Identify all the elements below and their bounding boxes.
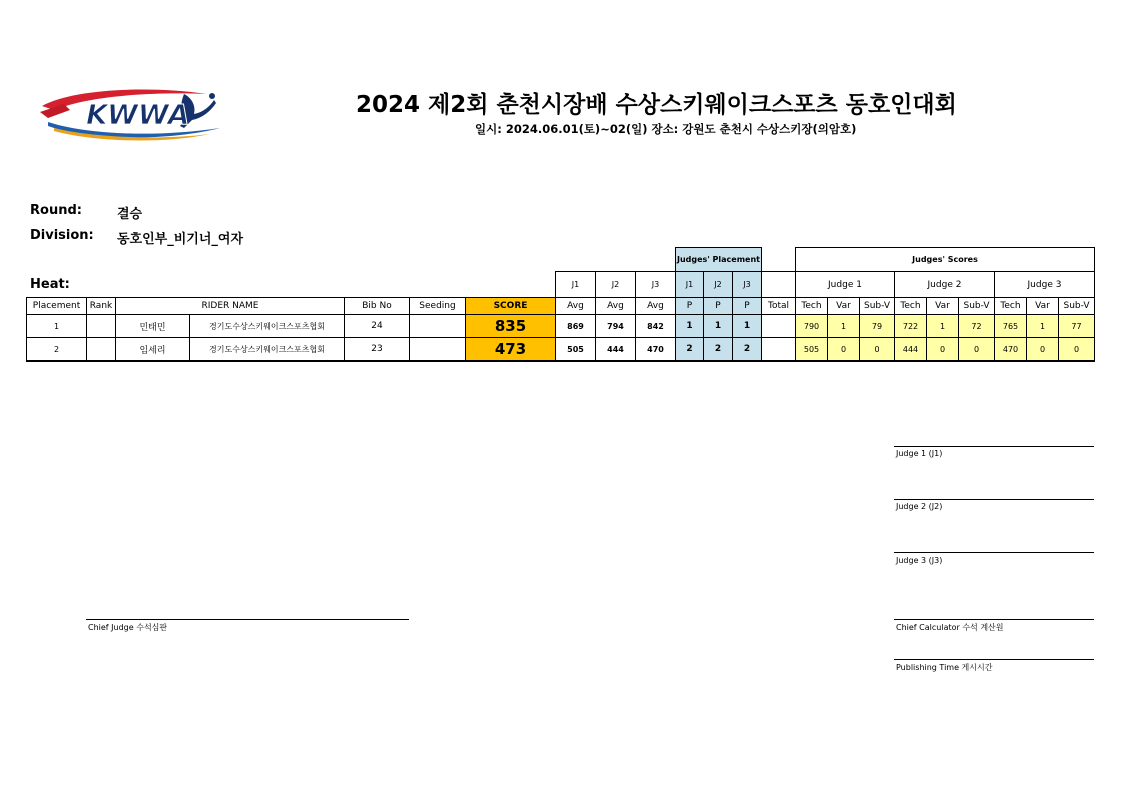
- cell-bib-no: 23: [344, 337, 410, 361]
- cell-avg: 869: [555, 314, 596, 338]
- col-p: P: [675, 297, 704, 315]
- avg-judge-tag: J2: [595, 271, 636, 298]
- col-score: SCORE: [465, 297, 556, 315]
- cell-var: 1: [926, 314, 959, 338]
- cell-rank: [86, 337, 116, 361]
- placement-judge-tag: J3: [732, 271, 762, 298]
- table-bottom-border: [26, 360, 1095, 362]
- col-var: Var: [926, 297, 959, 315]
- cell-tech: 790: [795, 314, 828, 338]
- signature-line-chief-judge: [86, 619, 409, 620]
- col-var: Var: [827, 297, 860, 315]
- col-seeding: Seeding: [409, 297, 466, 315]
- signature-label-judge3: Judge 3 (J3): [896, 556, 943, 565]
- col-total: Total: [761, 297, 796, 315]
- page-title: 2024 제2회 춘천시장배 수상스키웨이크스포츠 동호인대회: [356, 92, 957, 118]
- cell-var: 0: [827, 337, 860, 361]
- logo-text: KWWA: [86, 98, 190, 131]
- cell-tech: 470: [994, 337, 1027, 361]
- cell-club: 경기도수상스키웨이크스포츠협회: [189, 337, 345, 361]
- cell-total: [761, 337, 796, 361]
- cell-subv: 0: [958, 337, 995, 361]
- signature-line-publishing-time: [894, 659, 1094, 660]
- col-rank: Rank: [86, 297, 116, 315]
- signature-label-publishing-time: Publishing Time 게시시간: [896, 663, 993, 672]
- round-label: Round:: [30, 203, 82, 218]
- cell-score: 473: [465, 337, 556, 361]
- cell-avg: 470: [635, 337, 676, 361]
- col-avg: Avg: [635, 297, 676, 315]
- col-tech: Tech: [994, 297, 1027, 315]
- col-subv: Sub-V: [958, 297, 995, 315]
- cell-subv: 0: [1058, 337, 1095, 361]
- signature-line-chief-calculator: [894, 619, 1094, 620]
- cell-subv: 0: [859, 337, 895, 361]
- signature-label-judge1: Judge 1 (J1): [896, 449, 943, 458]
- cell-rider-name: 민태민: [115, 314, 190, 338]
- cell-total: [761, 314, 796, 338]
- placement-judge-tag: J1: [675, 271, 704, 298]
- round-value: 결승: [117, 207, 143, 222]
- division-label: Division:: [30, 228, 94, 243]
- judge-group-header: Judge 1: [795, 271, 895, 298]
- cell-score: 835: [465, 314, 556, 338]
- col-subv: Sub-V: [859, 297, 895, 315]
- cell-seeding: [409, 314, 466, 338]
- judge-group-header: Judge 3: [994, 271, 1095, 298]
- cell-avg: 794: [595, 314, 636, 338]
- cell-judge-placement: 1: [732, 314, 762, 338]
- col-p: P: [732, 297, 762, 315]
- cell-var: 0: [1026, 337, 1059, 361]
- judge-group-header: Judge 2: [894, 271, 995, 298]
- col-avg: Avg: [555, 297, 596, 315]
- cell-judge-placement: 2: [732, 337, 762, 361]
- cell-judge-placement: 2: [675, 337, 704, 361]
- cell-judge-placement: 1: [675, 314, 704, 338]
- cell-seeding: [409, 337, 466, 361]
- col-p: P: [703, 297, 733, 315]
- cell-rank: [86, 314, 116, 338]
- cell-var: 1: [827, 314, 860, 338]
- cell-tech: 722: [894, 314, 927, 338]
- cell-subv: 77: [1058, 314, 1095, 338]
- signature-line-judge1: [894, 446, 1094, 447]
- total-spacer: [761, 271, 796, 298]
- cell-rider-name: 임세리: [115, 337, 190, 361]
- cell-placement: 1: [26, 314, 87, 338]
- heat-label: Heat:: [30, 277, 70, 292]
- cell-avg: 505: [555, 337, 596, 361]
- col-var: Var: [1026, 297, 1059, 315]
- cell-tech: 505: [795, 337, 828, 361]
- cell-bib-no: 24: [344, 314, 410, 338]
- cell-avg: 842: [635, 314, 676, 338]
- cell-var: 1: [1026, 314, 1059, 338]
- cell-judge-placement: 1: [703, 314, 733, 338]
- cell-avg: 444: [595, 337, 636, 361]
- judges-scores-header: Judges' Scores: [795, 247, 1095, 272]
- cell-judge-placement: 2: [703, 337, 733, 361]
- avg-judge-tag: J3: [635, 271, 676, 298]
- cell-placement: 2: [26, 337, 87, 361]
- col-tech: Tech: [894, 297, 927, 315]
- col-tech: Tech: [795, 297, 828, 315]
- cell-club: 경기도수상스키웨이크스포츠협회: [189, 314, 345, 338]
- division-value: 동호인부_비기너_여자: [117, 232, 244, 247]
- signature-label-chief-judge: Chief Judge 수석심판: [88, 623, 168, 632]
- signature-label-chief-calculator: Chief Calculator 수석 계산원: [896, 623, 1004, 632]
- placement-judge-tag: J2: [703, 271, 733, 298]
- col-rider-name: RIDER NAME: [115, 297, 345, 315]
- cell-subv: 79: [859, 314, 895, 338]
- col-subv: Sub-V: [1058, 297, 1095, 315]
- judges-placement-header: Judges' Placement: [675, 247, 762, 272]
- signature-line-judge2: [894, 499, 1094, 500]
- signature-line-judge3: [894, 552, 1094, 553]
- heat-row-divider: [26, 297, 556, 299]
- signature-label-judge2: Judge 2 (J2): [896, 502, 943, 511]
- col-placement: Placement: [26, 297, 87, 315]
- event-info: 일시: 2024.06.01(토)~02(일) 장소: 강원도 춘천시 수상스키장(의암호): [475, 122, 857, 136]
- avg-judge-tag: J1: [555, 271, 596, 298]
- col-bib-no: Bib No: [344, 297, 410, 315]
- col-avg: Avg: [595, 297, 636, 315]
- cell-subv: 72: [958, 314, 995, 338]
- cell-tech: 765: [994, 314, 1027, 338]
- cell-tech: 444: [894, 337, 927, 361]
- cell-var: 0: [926, 337, 959, 361]
